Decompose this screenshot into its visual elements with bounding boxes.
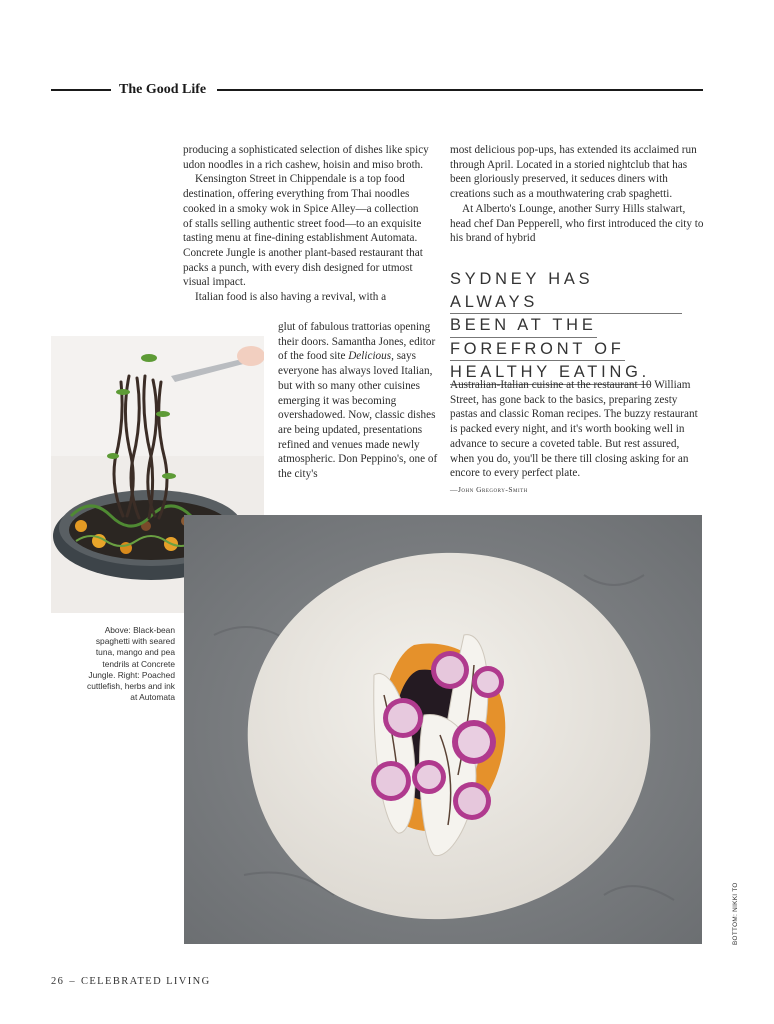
cuttlefish-illustration — [184, 515, 702, 944]
publication-name: CELEBRATED LIVING — [80, 976, 211, 987]
paragraph: Italian food is also having a revival, with a — [195, 291, 387, 304]
paragraph: Australian-Italian cuisine at the restaurant 10 William Street, has gone back to the basics, preparing zesty pastas and classic Roman recipes. The buzzy restaurant is packed every night, and it's worth booking well in advance to secure a coveted table. But rest assured, when you do, you'll be there till closing asking for an encore to every perfect plate. — [450, 379, 698, 480]
article-column-right-top — [450, 143, 706, 246]
paragraph: Kensington Street in Chippendale is a top food destination, offering everything from Thai noodles cooked in a smoky wok in Spice Alley—a collection of stalls selling authentic street food—to an exquisite tasting menu at fine-dining establishment Automata. Concrete Jungle is another plant-based restaurant that packs a punch, with every dish designed for utmost visual impact. — [183, 173, 423, 289]
pull-quote-line: BEEN AT THE — [450, 314, 597, 338]
text-run: says everyone has always loved Italian, but with so many other cuisines emerging it was becoming overshadowed. Now, classic dishes are being updated, presentations refined and venues made newly atmospheric. Don Peppino's, one of the city's — [278, 350, 438, 481]
article-column-right-bottom — [450, 378, 706, 498]
pull-quote-line: FOREFRONT OF — [450, 338, 625, 362]
pull-quote — [450, 268, 682, 385]
header-rule-left — [51, 89, 111, 91]
pull-quote-line: SYDNEY HAS ALWAYS — [450, 268, 682, 314]
photo-caption: Above: Black-bean spaghetti with seared tuna, mango and pea tendrils at Concrete Jungle. Right: Poached cuttlefish, herbs and ink at Automata — [87, 625, 175, 703]
section-title: The Good Life — [119, 82, 207, 97]
byline: —John Gregory-Smith — [450, 484, 528, 494]
paragraph: producing a sophisticated selection of dishes like spicy udon noodles in a rich cashew, hoisin and miso broth. — [183, 144, 429, 171]
article-column-left — [183, 143, 429, 305]
photo-credit: BOTTOM: NIKKI TO — [732, 882, 739, 945]
paragraph: At Alberto's Lounge, another Surry Hills stalwart, head chef Dan Pepperell, who first introduced the city to his brand of hybrid — [450, 202, 704, 245]
photo-poached-cuttlefish — [184, 515, 702, 944]
footer-separator: – — [69, 976, 76, 987]
text-run: glut of fabulous trattorias opening their doors. Samantha Jones, editor of the food site — [278, 321, 436, 363]
header-rule-right — [217, 89, 703, 91]
pull-quote-line: HEALTHY EATING. — [450, 361, 650, 385]
article-column-left-narrow — [278, 320, 438, 482]
section-header — [51, 80, 703, 100]
publication-name: Delicious, — [348, 350, 394, 363]
page-footer — [51, 976, 216, 987]
paragraph — [278, 320, 438, 482]
page-number: 26 — [51, 976, 65, 987]
paragraph: most delicious pop-ups, has extended its acclaimed run through April. Located in a storied nightclub that has been gloriously preserved, it seduces diners with creations such as a mouthwatering crab spaghetti. — [450, 144, 697, 201]
